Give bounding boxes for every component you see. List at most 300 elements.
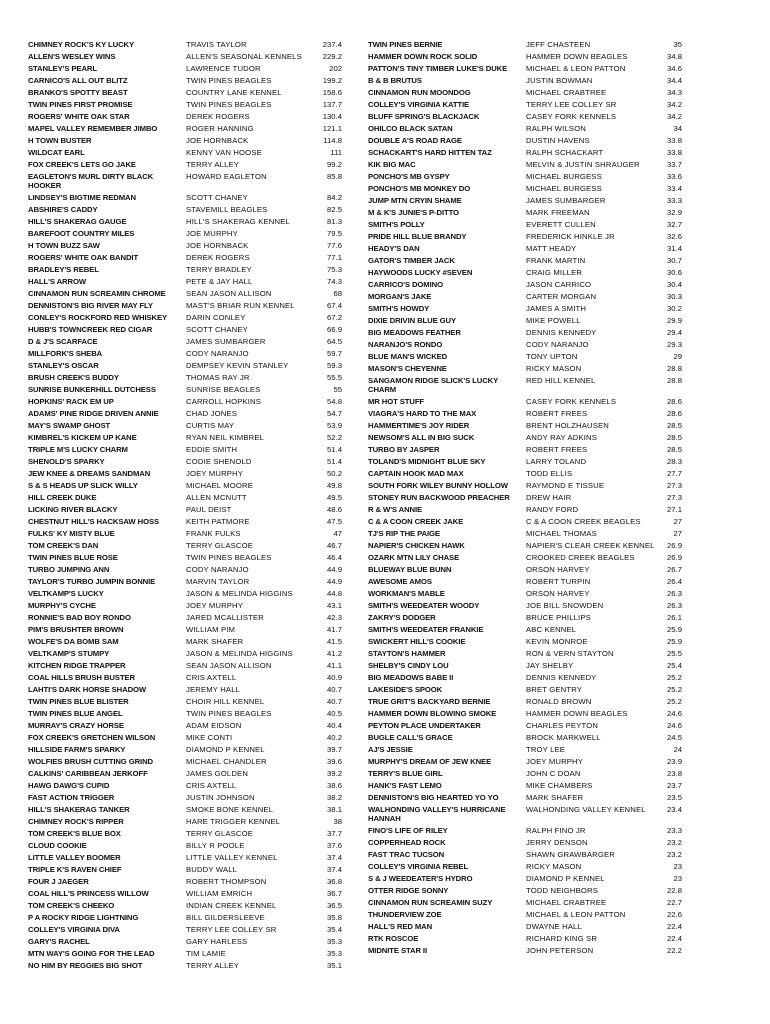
owner-name: JOHN PETERSON	[526, 946, 594, 955]
dog-name: BUGLE CALL'S GRACE	[368, 733, 453, 742]
dog-name: HILLSIDE FARM'S SPARKY	[28, 745, 126, 754]
points-score: 137.7	[322, 100, 342, 109]
points-score: 30.3	[667, 292, 682, 301]
dog-name: MORGAN'S JAKE	[368, 292, 432, 301]
dog-name: FAST ACTION TRIGGER	[28, 793, 115, 802]
standings-row	[28, 337, 342, 346]
standings-row	[368, 352, 682, 361]
standings-row	[368, 922, 682, 931]
standings-row	[368, 304, 682, 313]
standings-row	[368, 328, 682, 337]
owner-name: SEAN JASON ALLISON	[186, 289, 272, 298]
owner-name: CHARLES PEYTON	[526, 721, 599, 730]
standings-row	[28, 457, 342, 466]
points-score: 79.5	[327, 229, 342, 238]
standings-row	[28, 865, 342, 874]
dog-name: CAPTAIN HOOK MAD MAX	[368, 469, 464, 478]
dog-name: OTTER RIDGE SONNY	[368, 886, 449, 895]
owner-name: MICHAEL CHANDLER	[186, 757, 267, 766]
standings-row	[368, 745, 682, 754]
dog-name: ROGERS' WHITE OAK STAR	[28, 112, 130, 121]
dog-name: BRUSH CREEK'S BUDDY	[28, 373, 119, 382]
owner-name: JOE MURPHY	[186, 229, 238, 238]
standings-row	[368, 376, 682, 394]
owner-name: MIKE CONTI	[186, 733, 233, 742]
dog-name: TURBO BY JASPER	[368, 445, 440, 454]
owner-name: TERRY GLASCOE	[186, 829, 254, 838]
dog-name: PRIDE HILL BLUE BRANDY	[368, 232, 467, 241]
points-score: 74.3	[327, 277, 342, 286]
dog-name: ALLEN'S WESLEY WINS	[28, 52, 116, 61]
owner-name: DUSTIN HAVENS	[526, 136, 590, 145]
owner-name: MICHAEL & LEON PATTON	[526, 64, 626, 73]
points-score: 41.1	[327, 661, 342, 670]
points-score: 34.8	[667, 52, 682, 61]
owner-name: MICHAEL & LEON PATTON	[526, 910, 626, 919]
standings-row	[28, 697, 342, 706]
dog-name: SMITH'S WEEDEATER FRANKIE	[368, 625, 484, 634]
points-score: 29.9	[667, 316, 682, 325]
dog-name: AWESOME AMOS	[368, 577, 432, 586]
points-score: 36.5	[327, 901, 342, 910]
points-score: 32.7	[667, 220, 682, 229]
standings-row	[368, 445, 682, 454]
standings-row	[28, 541, 342, 550]
standings-row	[368, 280, 682, 289]
dog-name: COPPERHEAD ROCK	[368, 838, 446, 847]
owner-name: DREW HAIR	[526, 493, 572, 502]
points-score: 28.3	[667, 457, 682, 466]
standings-row	[368, 601, 682, 610]
dog-name: RONNIE'S BAD BOY RONDO	[28, 613, 131, 622]
owner-name: CASEY FORK KENNELS	[526, 112, 617, 121]
standings-row	[368, 517, 682, 526]
owner-name: ROBERT FREES	[526, 409, 588, 418]
owner-name: WALHONDING VALLEY KENNEL	[526, 805, 646, 814]
standings-row	[368, 409, 682, 418]
dog-name: FOX CREEK'S LETS GO JAKE	[28, 160, 136, 169]
dog-name: NAPIER'S CHICKEN HAWK	[368, 541, 465, 550]
standings-row	[28, 421, 342, 430]
owner-name: MARK SHAFER	[526, 793, 584, 802]
dog-name: COLLEY'S VIRGINIA REBEL	[368, 862, 469, 871]
dog-name: CHIMNEY ROCK'S RIPPER	[28, 817, 124, 826]
dog-name: HALL'S RED MAN	[368, 922, 433, 931]
points-score: 28.8	[667, 364, 682, 373]
points-score: 27.7	[667, 469, 682, 478]
dog-name: COLLEY'S VIRGINIA DIVA	[28, 925, 120, 934]
points-score: 34.3	[667, 88, 682, 97]
standings-row	[368, 316, 682, 325]
standings-row	[368, 625, 682, 634]
owner-name: CHAD JONES	[186, 409, 238, 418]
points-score: 27	[673, 529, 682, 538]
dog-name: FOX CREEK'S GRETCHEN WILSON	[28, 733, 156, 742]
dog-name: SUNRISE BUNKERHILL DUTCHESS	[28, 385, 156, 394]
standings-row	[368, 160, 682, 169]
owner-name: MICHAEL BURGESS	[526, 172, 602, 181]
standings-row	[368, 40, 682, 49]
dog-name: COAL HILL'S PRINCESS WILLOW	[28, 889, 149, 898]
standings-row	[28, 529, 342, 538]
owner-name: RALPH WILSON	[526, 124, 586, 133]
dog-name: SCHACKART'S HARD HITTEN TAZ	[368, 148, 492, 157]
standings-row	[28, 64, 342, 73]
points-score: 23	[673, 874, 682, 883]
standings-row	[368, 862, 682, 871]
points-score: 29	[673, 352, 682, 361]
dog-name: S & S HEADS UP SLICK WILLY	[28, 481, 138, 490]
dog-name: MTN WAY'S GOING FOR THE LEAD	[28, 949, 155, 958]
owner-name: MICHAEL CRABTREE	[526, 88, 607, 97]
owner-name: ROGER HANNING	[186, 124, 254, 133]
dog-name: TERRY'S BLUE GIRL	[368, 769, 443, 778]
owner-name: CASEY FORK KENNELS	[526, 397, 617, 406]
points-score: 54.8	[327, 397, 342, 406]
standings-row	[368, 769, 682, 778]
dog-name: BLUE MAN'S WICKED	[368, 352, 448, 361]
dog-name: HILL'S SHAKERAG TANKER	[28, 805, 130, 814]
dog-name: MR HOT STUFF	[368, 397, 425, 406]
owner-name: DEMPSEY KEVIN STANLEY	[186, 361, 289, 370]
points-score: 25.4	[667, 661, 682, 670]
dog-name: MURPHY'S CYCHE	[28, 601, 96, 610]
points-score: 67.4	[327, 301, 342, 310]
standings-row	[368, 793, 682, 802]
standings-row	[28, 88, 342, 97]
dog-name: MILLFORK'S SHEBA	[28, 349, 103, 358]
owner-name: RALPH SCHACKART	[526, 148, 604, 157]
standings-row	[28, 229, 342, 238]
dog-name: MAPEL VALLEY REMEMBER JIMBO	[28, 124, 158, 133]
standings-row	[368, 838, 682, 847]
points-score: 38.2	[327, 793, 342, 802]
standings-row	[28, 397, 342, 406]
owner-name: ABC KENNEL	[526, 625, 577, 634]
points-score: 40.2	[327, 733, 342, 742]
owner-name: THOMAS RAY JR	[186, 373, 250, 382]
standings-row	[28, 445, 342, 454]
owner-name: SMOKE BONE KENNEL	[186, 805, 274, 814]
dog-name: PATTON'S TINY TIMBER LUKE'S DUKE	[368, 64, 508, 73]
standings-row	[368, 898, 682, 907]
dog-name: VIAGRA'S HARD TO THE MAX	[368, 409, 477, 418]
dog-name: SHENOLD'S SPARKY	[28, 457, 105, 466]
owner-name: TRAVIS TAYLOR	[186, 40, 247, 49]
points-score: 33.4	[667, 184, 682, 193]
dog-name: MASON'S CHEYENNE	[368, 364, 447, 373]
owner-name: JAMES A SMITH	[526, 304, 587, 313]
points-score: 23.2	[667, 850, 682, 859]
dog-name: DENNISTON'S BIG HEARTED YO YO	[368, 793, 499, 802]
standings-row	[368, 541, 682, 550]
dog-name: PIM'S BRUSHTER BROWN	[28, 625, 124, 634]
standings-row	[28, 649, 342, 658]
standings-row	[28, 433, 342, 442]
points-score: 35.4	[327, 925, 342, 934]
standings-row	[368, 256, 682, 265]
dog-name: HALL'S ARROW	[28, 277, 86, 286]
owner-name: LAWRENCE TUDOR	[186, 64, 261, 73]
points-score: 22.8	[667, 886, 682, 895]
owner-name: MATT HEADY	[526, 244, 577, 253]
dog-name: SWICKERT HILL'S COOKIE	[368, 637, 466, 646]
owner-name: JASON CARRICO	[526, 280, 592, 289]
owner-name: CARROLL HOPKINS	[186, 397, 262, 406]
points-score: 66.9	[327, 325, 342, 334]
dog-name: TRIPLE M'S LUCKY CHARM	[28, 445, 128, 454]
owner-name: JEFF CHASTEEN	[526, 40, 591, 49]
owner-name: TERRY ALLEY	[186, 961, 240, 970]
points-score: 35.1	[327, 961, 342, 970]
standings-row	[28, 709, 342, 718]
standings-row	[28, 136, 342, 145]
points-score: 23.9	[667, 757, 682, 766]
dog-name: HEADY'S DAN	[368, 244, 420, 253]
points-score: 34	[673, 124, 682, 133]
dog-name: WORKMAN'S MABLE	[368, 589, 445, 598]
owner-name: ALLEN'S SEASONAL KENNELS	[186, 52, 302, 61]
standings-row	[368, 244, 682, 253]
standings-row	[28, 817, 342, 826]
dog-name: TOM CREEK'S DAN	[28, 541, 99, 550]
points-score: 54.7	[327, 409, 342, 418]
owner-name: NAPIER'S CLEAR CREEK KENNEL	[526, 541, 655, 550]
points-score: 51.4	[327, 457, 342, 466]
dog-name: STANLEY'S OSCAR	[28, 361, 99, 370]
points-score: 229.2	[322, 52, 342, 61]
dog-name: TWIN PINES BLUE ROSE	[28, 553, 118, 562]
owner-name: FREDERICK HINKLE JR	[526, 232, 615, 241]
dog-name: MURRAY'S CRAZY HORSE	[28, 721, 124, 730]
points-score: 158.6	[322, 88, 342, 97]
dog-name: TJ'S RIP THE PAIGE	[368, 529, 440, 538]
points-score: 40.7	[327, 685, 342, 694]
owner-name: JEREMY HALL	[186, 685, 241, 694]
points-score: 81.3	[327, 217, 342, 226]
standings-row	[368, 850, 682, 859]
points-score: 23.5	[667, 793, 682, 802]
owner-name: KENNY VAN HOOSE	[186, 148, 262, 157]
points-score: 33.8	[667, 148, 682, 157]
points-score: 84.2	[327, 193, 342, 202]
owner-name: MICHAEL CRABTREE	[526, 898, 607, 907]
owner-name: HAMMER DOWN BEAGLES	[526, 709, 628, 718]
owner-name: HOWARD EAGLETON	[186, 172, 267, 181]
owner-name: RYAN NEIL KIMBREL	[186, 433, 265, 442]
points-score: 22.7	[667, 898, 682, 907]
dog-name: TOM CREEK'S CHEEKO	[28, 901, 115, 910]
standings-row	[28, 517, 342, 526]
owner-name: SCOTT CHANEY	[186, 325, 248, 334]
standings-row	[368, 232, 682, 241]
points-score: 114.8	[323, 136, 342, 145]
dog-name: WOLFE'S DA BOMB SAM	[28, 637, 119, 646]
dog-name: S & J WEEDEATER'S HYDRO	[368, 874, 473, 883]
owner-name: RON & VERN STAYTON	[526, 649, 614, 658]
dog-name: LICKING RIVER BLACKY	[28, 505, 118, 514]
dog-name: COAL HILLS BRUSH BUSTER	[28, 673, 135, 682]
points-score: 42.3	[327, 613, 342, 622]
standings-row	[28, 469, 342, 478]
standings-row	[28, 745, 342, 754]
standings-row	[28, 577, 342, 586]
points-score: 28.5	[667, 421, 682, 430]
points-score: 29.3	[667, 340, 682, 349]
points-score: 48.6	[327, 505, 342, 514]
owner-name: RICHARD KING SR	[526, 934, 598, 943]
points-score: 27.3	[667, 481, 682, 490]
standings-row	[368, 481, 682, 490]
owner-name: MIKE POWELL	[526, 316, 581, 325]
standings-row	[28, 505, 342, 514]
dog-name: BIG MEADOWS FEATHER	[368, 328, 461, 337]
points-score: 39.6	[327, 757, 342, 766]
points-score: 28.5	[667, 445, 682, 454]
dog-name: SMITH'S POLLY	[368, 220, 425, 229]
dog-name: TAYLOR'S TURBO JUMPIN BONNIE	[28, 577, 156, 586]
owner-name: LITTLE VALLEY KENNEL	[186, 853, 278, 862]
dog-name: ZAKRY'S DODGER	[368, 613, 436, 622]
standings-row	[28, 409, 342, 418]
owner-name: EVERETT CULLEN	[526, 220, 596, 229]
dog-name: CINNAMON RUN MOONDOG	[368, 88, 471, 97]
points-score: 40.7	[327, 697, 342, 706]
owner-name: DIAMOND P KENNEL	[186, 745, 265, 754]
points-score: 28.8	[667, 376, 682, 385]
owner-name: TONY UPTON	[526, 352, 578, 361]
owner-name: JAMES SUMBARGER	[186, 337, 266, 346]
points-score: 33.3	[667, 196, 682, 205]
points-score: 22.4	[667, 922, 682, 931]
standings-row	[368, 577, 682, 586]
owner-name: BRET GENTRY	[526, 685, 583, 694]
standings-row	[368, 433, 682, 442]
points-score: 25.9	[667, 637, 682, 646]
points-score: 38.6	[327, 781, 342, 790]
owner-name: JOEY MURPHY	[526, 757, 584, 766]
standings-row	[368, 397, 682, 406]
standings-row	[28, 781, 342, 790]
right-standings-column	[368, 40, 682, 958]
owner-name: JARED MCALLISTER	[186, 613, 265, 622]
dog-name: HANK'S FAST LEMO	[368, 781, 442, 790]
points-score: 36.7	[327, 889, 342, 898]
standings-row	[28, 124, 342, 133]
owner-name: DENNIS KENNEDY	[526, 673, 597, 682]
points-score: 28.5	[667, 433, 682, 442]
points-score: 130.4	[322, 112, 342, 121]
dog-name: NO HIM BY REGGIES BIG SHOT	[28, 961, 143, 970]
points-score: 59.3	[327, 361, 342, 370]
standings-row	[368, 100, 682, 109]
standings-row	[28, 76, 342, 85]
standings-row	[28, 313, 342, 322]
dog-name: WILDCAT EARL	[28, 148, 85, 157]
standings-row	[28, 769, 342, 778]
standings-row	[28, 253, 342, 262]
owner-name: MICHAEL BURGESS	[526, 184, 602, 193]
standings-row	[368, 124, 682, 133]
owner-name: TERRY ALLEY	[186, 160, 240, 169]
dog-name: CARNICO'S ALL OUT BLITZ	[28, 76, 128, 85]
dog-name: D & J'S SCARFACE	[28, 337, 98, 346]
dog-name: CLOUD COOKIE	[28, 841, 87, 850]
dog-name: DENNISTON'S BIG RIVER MAY FLY	[28, 301, 153, 310]
points-score: 25.9	[667, 625, 682, 634]
owner-name: RALPH FINO JR	[526, 826, 586, 835]
owner-name: KEVIN MONROE	[526, 637, 588, 646]
dog-name: ROGERS' WHITE OAK BANDIT	[28, 253, 139, 262]
points-score: 26.4	[667, 577, 682, 586]
standings-row	[368, 469, 682, 478]
standings-row	[368, 292, 682, 301]
owner-name: ORSON HARVEY	[526, 589, 590, 598]
points-score: 75.3	[327, 265, 342, 274]
standings-row	[368, 421, 682, 430]
dog-name: WOLFIES BRUSH CUTTING GRIND	[28, 757, 153, 766]
owner-name: KEITH PATMORE	[186, 517, 250, 526]
points-score: 22.4	[667, 934, 682, 943]
points-score: 237.4	[322, 40, 342, 49]
owner-name: SEAN JASON ALLISON	[186, 661, 272, 670]
points-score: 59.7	[327, 349, 342, 358]
points-score: 22.2	[667, 946, 682, 955]
owner-name: SUNRISE BEAGLES	[186, 385, 261, 394]
points-score: 27.3	[667, 493, 682, 502]
points-score: 23.8	[667, 769, 682, 778]
points-score: 25.5	[667, 649, 682, 658]
owner-name: JASON & MELINDA HIGGINS	[186, 589, 293, 598]
dog-name: H TOWN BUSTER	[28, 136, 92, 145]
owner-name: TWIN PINES BEAGLES	[186, 76, 272, 85]
owner-name: GARY HARLESS	[186, 937, 248, 946]
points-score: 26.3	[667, 589, 682, 598]
standings-row	[368, 184, 682, 193]
standings-row	[28, 325, 342, 334]
standings-row	[368, 112, 682, 121]
owner-name: JAMES GOLDEN	[186, 769, 249, 778]
standings-row	[368, 457, 682, 466]
owner-name: COUNTRY LANE KENNEL	[186, 88, 282, 97]
standings-row	[368, 64, 682, 73]
standings-row	[368, 148, 682, 157]
points-score: 32.9	[667, 208, 682, 217]
owner-name: TODD ELLIS	[526, 469, 573, 478]
owner-name: CRAIG MILLER	[526, 268, 583, 277]
owner-name: JERRY DENSON	[526, 838, 588, 847]
owner-name: PAUL DEIST	[186, 505, 232, 514]
owner-name: C & A COON CREEK BEAGLES	[526, 517, 641, 526]
points-score: 82.5	[327, 205, 342, 214]
standings-row	[368, 340, 682, 349]
points-score: 28.6	[667, 409, 682, 418]
owner-name: FRANK MARTIN	[526, 256, 586, 265]
points-score: 121.1	[322, 124, 342, 133]
points-score: 23.2	[667, 838, 682, 847]
points-score: 77.1	[327, 253, 342, 262]
dog-name: LITTLE VALLEY BOOMER	[28, 853, 121, 862]
points-score: 40.9	[327, 673, 342, 682]
dog-name: B & B BRUTUS	[368, 76, 422, 85]
owner-name: RICKY MASON	[526, 862, 582, 871]
points-score: 38.1	[327, 805, 342, 814]
dog-name: HAMMERTIME'S JOY RIDER	[368, 421, 470, 430]
dog-name: TWIN PINES BLUE BLISTER	[28, 697, 129, 706]
points-score: 27.1	[667, 505, 682, 514]
points-score: 35.3	[327, 949, 342, 958]
standings-row	[28, 217, 342, 226]
